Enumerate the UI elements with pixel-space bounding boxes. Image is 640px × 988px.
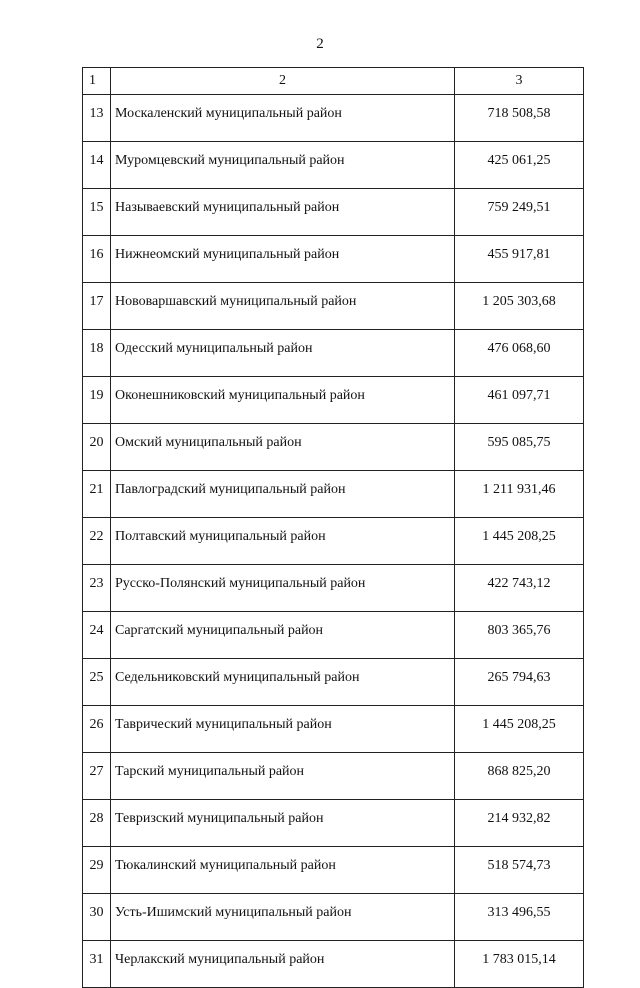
district-name: Нижнеомский муниципальный район — [111, 236, 455, 283]
table-row — [83, 424, 584, 471]
table-row — [83, 612, 584, 659]
amount-value: 759 249,51 — [455, 189, 584, 236]
amount-value: 476 068,60 — [455, 330, 584, 377]
table-row — [83, 800, 584, 847]
row-number: 15 — [83, 189, 111, 236]
district-name: Полтавский муниципальный район — [111, 518, 455, 565]
district-name: Таврический муниципальный район — [111, 706, 455, 753]
amount-value: 518 574,73 — [455, 847, 584, 894]
row-number: 30 — [83, 894, 111, 941]
table-row — [83, 283, 584, 330]
table-row — [83, 753, 584, 800]
district-name: Тюкалинский муниципальный район — [111, 847, 455, 894]
amount-value: 455 917,81 — [455, 236, 584, 283]
amount-value: 1 445 208,25 — [455, 518, 584, 565]
row-number: 23 — [83, 565, 111, 612]
district-name: Москаленский муниципальный район — [111, 95, 455, 142]
amount-value: 595 085,75 — [455, 424, 584, 471]
amount-value: 461 097,71 — [455, 377, 584, 424]
table-row — [83, 330, 584, 377]
district-name: Русско-Полянский муниципальный район — [111, 565, 455, 612]
amount-value: 868 825,20 — [455, 753, 584, 800]
table-row — [83, 142, 584, 189]
amount-value: 313 496,55 — [455, 894, 584, 941]
row-number: 26 — [83, 706, 111, 753]
district-name: Черлакский муниципальный район — [111, 941, 455, 988]
table-header-row — [83, 68, 584, 95]
row-number: 28 — [83, 800, 111, 847]
table-row — [83, 377, 584, 424]
district-name: Тарский муниципальный район — [111, 753, 455, 800]
district-name: Нововаршавский муниципальный район — [111, 283, 455, 330]
row-number: 29 — [83, 847, 111, 894]
row-number: 27 — [83, 753, 111, 800]
column-header-name: 2 — [111, 68, 455, 95]
table-row — [83, 95, 584, 142]
table-row — [83, 518, 584, 565]
table-row — [83, 471, 584, 518]
column-header-value: 3 — [455, 68, 584, 95]
table-row — [83, 565, 584, 612]
amount-value: 1 205 303,68 — [455, 283, 584, 330]
amount-value: 1 445 208,25 — [455, 706, 584, 753]
district-name: Оконешниковский муниципальный район — [111, 377, 455, 424]
district-name: Павлоградский муниципальный район — [111, 471, 455, 518]
table-body — [83, 68, 584, 988]
row-number: 21 — [83, 471, 111, 518]
district-name: Одесский муниципальный район — [111, 330, 455, 377]
table-row — [83, 894, 584, 941]
table-row — [83, 659, 584, 706]
row-number: 18 — [83, 330, 111, 377]
amount-value: 1 783 015,14 — [455, 941, 584, 988]
table-row — [83, 847, 584, 894]
district-name: Тевризский муниципальный район — [111, 800, 455, 847]
amount-value: 1 211 931,46 — [455, 471, 584, 518]
table-row — [83, 941, 584, 988]
page-number: 2 — [316, 36, 324, 52]
district-name: Усть-Ишимский муниципальный район — [111, 894, 455, 941]
amount-value: 214 932,82 — [455, 800, 584, 847]
row-number: 16 — [83, 236, 111, 283]
district-name: Омский муниципальный район — [111, 424, 455, 471]
row-number: 25 — [83, 659, 111, 706]
district-name: Седельниковский муниципальный район — [111, 659, 455, 706]
row-number: 14 — [83, 142, 111, 189]
district-name: Саргатский муниципальный район — [111, 612, 455, 659]
row-number: 20 — [83, 424, 111, 471]
amount-value: 803 365,76 — [455, 612, 584, 659]
amount-value: 422 743,12 — [455, 565, 584, 612]
amount-value: 718 508,58 — [455, 95, 584, 142]
row-number: 19 — [83, 377, 111, 424]
district-table — [82, 67, 584, 988]
table-row — [83, 189, 584, 236]
amount-value: 265 794,63 — [455, 659, 584, 706]
row-number: 17 — [83, 283, 111, 330]
row-number: 31 — [83, 941, 111, 988]
district-name: Называевский муниципальный район — [111, 189, 455, 236]
amount-value: 425 061,25 — [455, 142, 584, 189]
district-name: Муромцевский муниципальный район — [111, 142, 455, 189]
row-number: 13 — [83, 95, 111, 142]
row-number: 22 — [83, 518, 111, 565]
table-row — [83, 236, 584, 283]
column-header-number: 1 — [83, 68, 111, 95]
row-number: 24 — [83, 612, 111, 659]
table-row — [83, 706, 584, 753]
